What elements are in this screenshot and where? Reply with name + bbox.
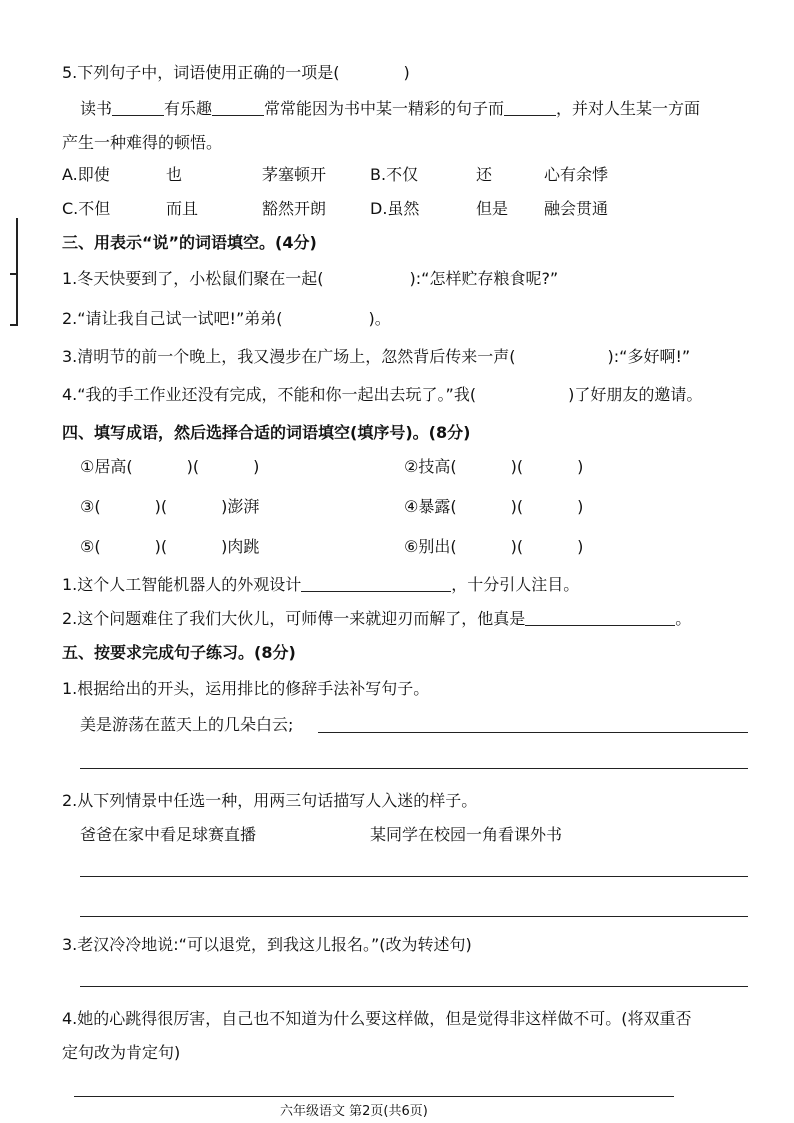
answer-blank[interactable] [525,609,675,626]
idiom-1-c: ) [253,457,260,476]
q5-sentence [80,98,700,120]
section4-fill-1 [62,574,579,596]
idiom-5-c: )肉跳 [221,537,260,556]
fill2-after: 。 [675,609,692,628]
idiom-6-b: )( [510,537,524,556]
section4-title: 四、填写成语，然后选择合适的词语填空(填序号)。(8分) [62,423,471,442]
fill1-after: ，十分引人注目。 [451,575,580,594]
page-footer: 六年级语文 第2页(共6页) [280,1104,428,1119]
q5-option-a-w2: 茅塞顿开 [262,165,327,184]
idiom-2-a: ②技高( [404,457,457,476]
idiom-6-c: ) [577,537,584,556]
q5-option-b-w2: 心有余悸 [544,165,609,184]
idiom-1 [80,456,259,478]
q5-seg1: 读书 [80,99,113,118]
answer-blank[interactable] [212,99,264,116]
binding-tick [10,324,17,326]
section5-q1-start: 美是游荡在蓝天上的几朵白云; [80,715,294,734]
idiom-3-c: )澎湃 [221,497,260,516]
idiom-5-a: ⑤( [80,537,101,556]
q5-option-d-w2: 融会贯通 [544,199,609,218]
answer-line[interactable] [80,876,748,877]
binding-tick [10,273,17,275]
s3-item4-after: )了好朋友的邀请。 [568,385,703,404]
q5-stem [62,62,410,84]
q5-stem-text: 5.下列句子中，词语使用正确的一项是( [62,63,340,82]
fill2-before: 2.这个问题难住了我们大伙儿，可师傅一来就迎刃而解了，他真是 [62,609,526,628]
s3-item2-after: )。 [368,309,391,328]
q5-seg4: ，并对人生某一方面 [556,99,701,118]
section3-item-1 [62,268,558,290]
idiom-3 [80,496,259,518]
idiom-1-a: ①居高( [80,457,133,476]
answer-line[interactable] [80,916,748,917]
answer-line[interactable] [80,986,748,987]
section5-q2: 2.从下列情景中任选一种，用两三句话描写人入迷的样子。 [62,791,478,810]
idiom-6-a: ⑥别出( [404,537,457,556]
q5-option-b[interactable]: B.不仅 [370,165,419,184]
answer-blank[interactable] [504,99,556,116]
idiom-6 [404,536,583,558]
section5-q3: 3.老汉冷冷地说:“可以退党，到我这儿报名。”(改为转述句) [62,935,472,954]
q5-seg3: 常常能因为书中某一精彩的句子而 [264,99,505,118]
idiom-4 [404,496,583,518]
idiom-2 [404,456,583,478]
section5-title: 五、按要求完成句子练习。(8分) [62,643,296,662]
answer-line[interactable] [318,732,748,733]
section5-q4-line2: 定句改为肯定句) [62,1043,181,1062]
section5-q4-line1: 4.她的心跳得很厉害，自己也不知道为什么要这样做，但是觉得非这样做不可。(将双重否 [62,1009,692,1028]
answer-blank[interactable] [301,575,451,592]
s3-item3-after: ):“多好啊!” [607,347,691,366]
idiom-3-b: )( [154,497,168,516]
q5-option-c-w2: 豁然开朗 [262,199,327,218]
idiom-4-c: ) [577,497,584,516]
q5-stem-close: ) [403,63,410,82]
idiom-3-a: ③( [80,497,101,516]
fill1-before: 1.这个人工智能机器人的外观设计 [62,575,302,594]
q5-option-a-w1: 也 [166,165,183,184]
section3-item-2 [62,308,391,330]
answer-blank[interactable] [112,99,164,116]
answer-line[interactable] [80,768,748,769]
section3-item-3 [62,346,690,368]
answer-line[interactable] [74,1096,674,1097]
q5-option-c[interactable]: C.不但 [62,199,111,218]
q5-option-c-w1: 而且 [166,199,199,218]
q5-option-d-w1: 但是 [476,199,509,218]
s3-item3-before: 3.清明节的前一个晚上，我又漫步在广场上，忽然背后传来一声( [62,347,516,366]
idiom-5 [80,536,259,558]
section5-q2-scene1: 爸爸在家中看足球赛直播 [80,825,257,844]
idiom-4-a: ④暴露( [404,497,457,516]
q5-sentence-line2: 产生一种难得的顿悟。 [62,133,223,152]
s3-item1-after: ):“怎样贮存粮食呢?” [409,269,559,288]
section5-q2-scene2: 某同学在校园一角看课外书 [370,825,563,844]
idiom-5-b: )( [154,537,168,556]
section3-item-4 [62,384,702,406]
idiom-2-c: ) [577,457,584,476]
q5-option-d[interactable]: D.虽然 [370,199,420,218]
q5-seg2: 有乐趣 [164,99,213,118]
q5-option-b-w1: 还 [476,165,493,184]
section4-fill-2 [62,608,691,630]
section5-q1: 1.根据给出的开头，运用排比的修辞手法补写句子。 [62,679,430,698]
s3-item1-before: 1.冬天快要到了，小松鼠们聚在一起( [62,269,324,288]
binding-line [16,218,18,326]
s3-item2-before: 2.“请让我自己试一试吧!”弟弟( [62,309,283,328]
q5-option-a[interactable]: A.即使 [62,165,110,184]
idiom-1-b: )( [186,457,200,476]
s3-item4-before: 4.“我的手工作业还没有完成，不能和你一起出去玩了。”我( [62,385,477,404]
section3-title: 三、用表示“说”的词语填空。(4分) [62,233,317,252]
idiom-2-b: )( [510,457,524,476]
idiom-4-b: )( [510,497,524,516]
